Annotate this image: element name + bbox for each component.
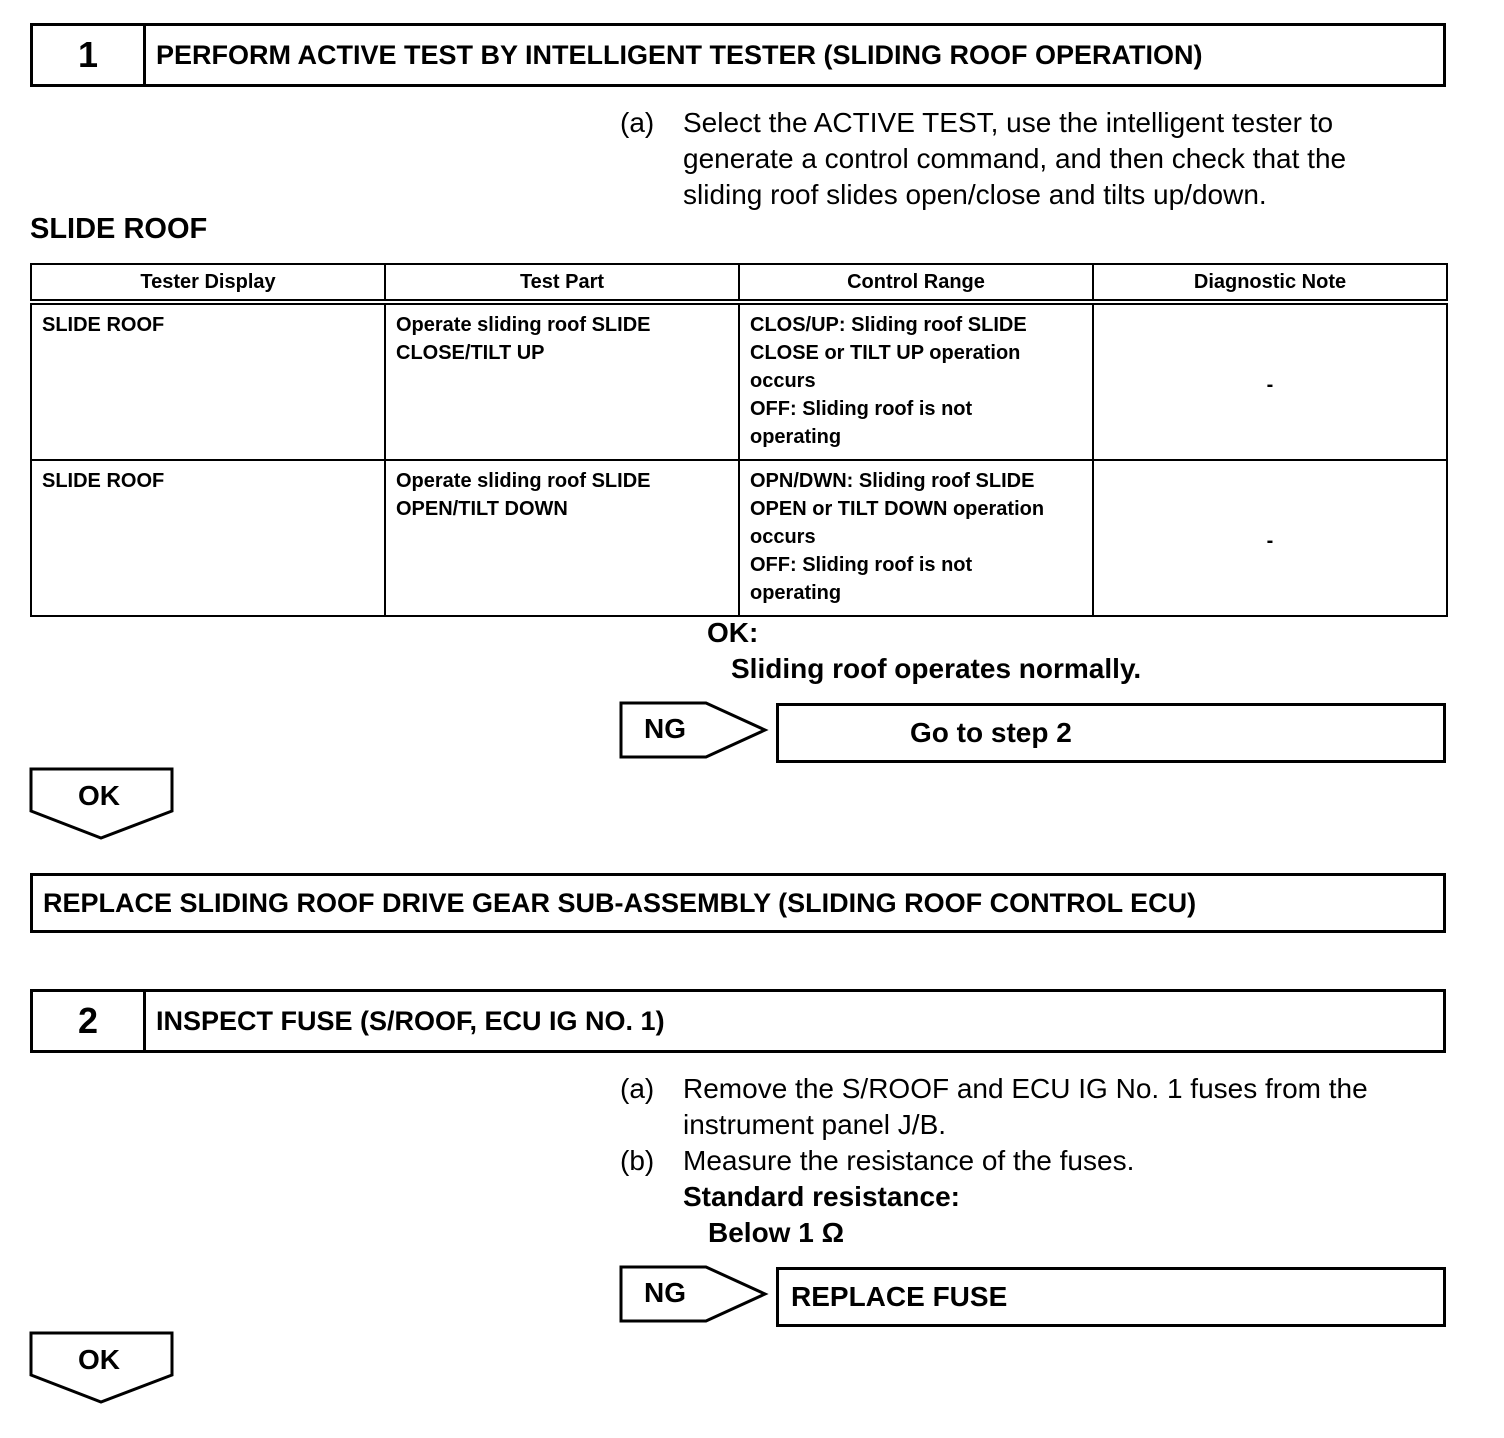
step2-instructions	[620, 1071, 1368, 1251]
ng-arrow-icon	[618, 1264, 770, 1326]
control-range-cell: CLOS/UP: Sliding roof SLIDE CLOSE or TILT UP operation occurs OFF: Sliding roof is not operating	[739, 302, 1093, 460]
column-header: Diagnostic Note	[1093, 264, 1447, 302]
instruction-line: instrument panel J/B.	[683, 1109, 947, 1140]
ok-result-text: REPLACE SLIDING ROOF DRIVE GEAR SUB-ASSEMBLY (SLIDING ROOF CONTROL ECU)	[43, 887, 1197, 918]
instruction-label: (a)	[620, 1073, 655, 1104]
ok-result-box	[30, 873, 1446, 933]
step1-instructions	[620, 105, 1346, 213]
table-row	[31, 302, 1447, 460]
instruction-line: Select the ACTIVE TEST, use the intelligent tester to	[683, 107, 1334, 138]
instruction-line: Remove the S/ROOF and ECU IG No. 1 fuses from the	[683, 1073, 1368, 1104]
control-range-cell: OPN/DWN: Sliding roof SLIDE OPEN or TILT DOWN operation occurs OFF: Sliding roof is not operating	[739, 460, 1093, 616]
instruction-line: generate a control command, and then check that the	[683, 143, 1347, 174]
active-test-table	[30, 263, 1448, 617]
ng-result-box	[776, 1267, 1446, 1327]
tester-display-cell: SLIDE ROOF	[31, 460, 385, 616]
column-header: Tester Display	[31, 264, 385, 302]
diagnostic-note-cell: -	[1093, 460, 1447, 616]
column-header: Control Range	[739, 264, 1093, 302]
test-part-cell: Operate sliding roof SLIDE CLOSE/TILT UP	[385, 302, 739, 460]
step1-title: PERFORM ACTIVE TEST BY INTELLIGENT TESTER (SLIDING ROOF OPERATION)	[156, 39, 1203, 70]
step1-number: 1	[33, 26, 146, 84]
step2-number: 2	[33, 992, 146, 1050]
standard-label: Standard resistance:	[683, 1181, 960, 1212]
step1-header	[30, 23, 1446, 87]
ng-result-text: REPLACE FUSE	[791, 1281, 1008, 1312]
section-heading: SLIDE ROOF	[30, 213, 208, 245]
instruction-line: Measure the resistance of the fuses.	[683, 1145, 1135, 1176]
instruction-label: (b)	[620, 1145, 655, 1176]
ng-arrow-icon	[618, 700, 770, 762]
tester-display-cell: SLIDE ROOF	[31, 302, 385, 460]
column-header: Test Part	[385, 264, 739, 302]
step2-header	[30, 989, 1446, 1053]
standard-value: Below 1 Ω	[708, 1217, 845, 1248]
ng-result-text: Go to step 2	[910, 717, 1072, 748]
ok-condition-label: OK:	[707, 617, 759, 648]
instruction-line: sliding roof slides open/close and tilts up/down.	[683, 179, 1267, 210]
ng-label: NG	[644, 1277, 686, 1308]
test-part-cell: Operate sliding roof SLIDE OPEN/TILT DOWN	[385, 460, 739, 616]
ng-label: NG	[644, 713, 686, 744]
table-header-row	[31, 264, 1447, 302]
ng-result-box	[776, 703, 1446, 763]
step2-title: INSPECT FUSE (S/ROOF, ECU IG NO. 1)	[156, 1005, 665, 1036]
ok-label: OK	[78, 780, 120, 811]
instruction-label: (a)	[620, 107, 655, 138]
ok-label: OK	[78, 1344, 120, 1375]
diagnostic-note-cell: -	[1093, 302, 1447, 460]
table-row	[31, 460, 1447, 616]
ok-condition-text: Sliding roof operates normally.	[731, 653, 1142, 684]
